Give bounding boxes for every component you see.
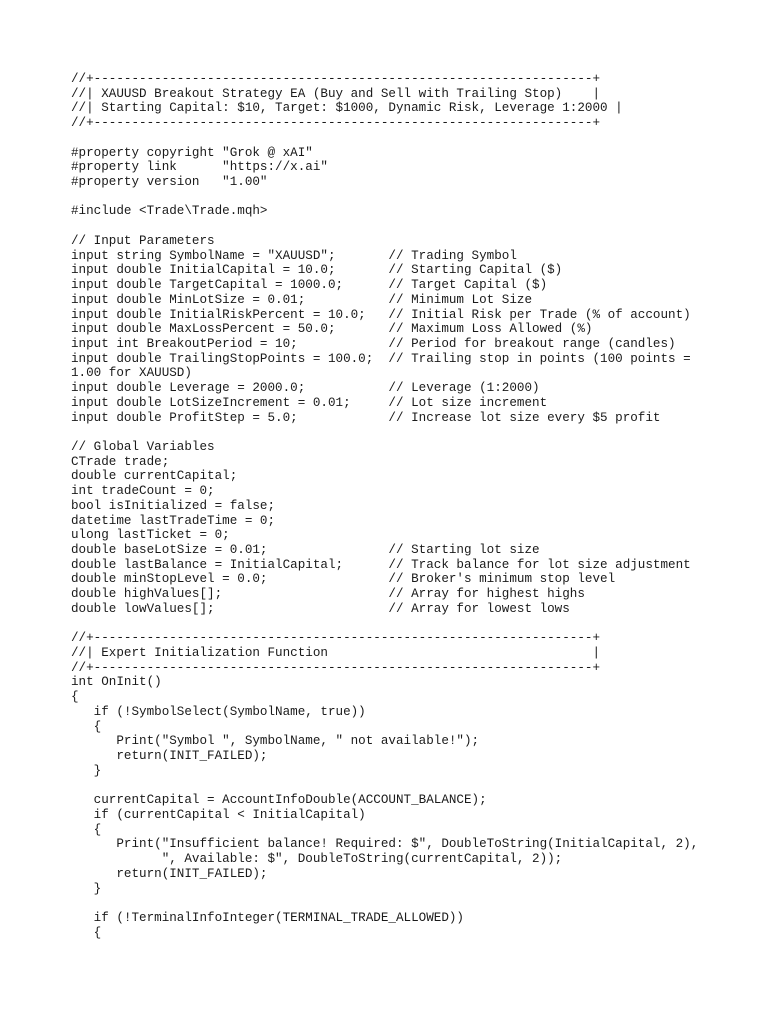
code-line: // Input Parameters — [71, 233, 215, 248]
code-line — [71, 617, 761, 632]
code-line: double lowValues[]; // Array for lowest lows — [71, 601, 570, 616]
code-line: input double MinLotSize = 0.01; // Minimum Lot Size — [71, 292, 533, 307]
code-line: ", Available: $", DoubleToString(currentCapital, 2)); — [71, 852, 563, 867]
code-line: if (currentCapital < InitialCapital) — [71, 807, 366, 822]
code-line: input string SymbolName = "XAUUSD"; // Trading Symbol — [71, 248, 517, 263]
code-line: { — [71, 719, 102, 734]
code-line: } — [71, 763, 102, 778]
code-line — [71, 779, 761, 794]
code-line: #property copyright "Grok @ xAI" — [71, 145, 313, 160]
code-line: if (!TerminalInfoInteger(TERMINAL_TRADE_ALLOWED)) — [71, 910, 464, 925]
code-line: input double TargetCapital = 1000.0; // Target Capital ($) — [71, 278, 548, 293]
code-line: { — [71, 822, 102, 837]
code-line: bool isInitialized = false; — [71, 498, 276, 513]
code-line: input int BreakoutPeriod = 10; // Period for breakout range (candles) — [71, 336, 676, 351]
code-line: #property link "https://x.ai" — [71, 160, 328, 175]
code-line — [71, 219, 761, 234]
code-line: //+------------------------------------------------------------------+ — [71, 631, 601, 646]
code-line: datetime lastTradeTime = 0; — [71, 513, 276, 528]
code-line: currentCapital = AccountInfoDouble(ACCOUNT_BALANCE); — [71, 793, 487, 808]
code-line: int tradeCount = 0; — [71, 484, 215, 499]
code-line: //| Starting Capital: $10, Target: $1000, Dynamic Risk, Leverage 1:2000 | — [71, 101, 623, 116]
code-line: Print("Symbol ", SymbolName, " not available!"); — [71, 734, 480, 749]
code-line: input double InitialCapital = 10.0; // Starting Capital ($) — [71, 263, 563, 278]
code-line: input double ProfitStep = 5.0; // Increase lot size every $5 profit — [71, 410, 661, 425]
code-line: return(INIT_FAILED); — [71, 749, 268, 764]
code-line: CTrade trade; — [71, 454, 170, 469]
code-line: //| Expert Initialization Function | — [71, 646, 601, 661]
code-line: double lastBalance = InitialCapital; // Track balance for lot size adjustment — [71, 557, 691, 572]
code-line: //+------------------------------------------------------------------+ — [71, 116, 601, 131]
code-line: } — [71, 881, 102, 896]
code-line: ulong lastTicket = 0; — [71, 528, 230, 543]
code-line: input double LotSizeIncrement = 0.01; // Lot size increment — [71, 395, 548, 410]
code-line — [71, 131, 761, 146]
code-line: 1.00 for XAUUSD) — [71, 366, 192, 381]
code-line: // Global Variables — [71, 439, 215, 454]
code-listing — [71, 72, 761, 940]
code-line: if (!SymbolSelect(SymbolName, true)) — [71, 704, 366, 719]
code-line: input double TrailingStopPoints = 100.0; // Trailing stop in points (100 points = — [71, 351, 691, 366]
code-line: double currentCapital; — [71, 469, 238, 484]
code-line: //+------------------------------------------------------------------+ — [71, 660, 601, 675]
code-line — [71, 896, 761, 911]
code-line: input double MaxLossPercent = 50.0; // Maximum Loss Allowed (%) — [71, 322, 593, 337]
code-line: double minStopLevel = 0.0; // Broker's minimum stop level — [71, 572, 616, 587]
code-line: double baseLotSize = 0.01; // Starting lot size — [71, 543, 540, 557]
code-line: #property version "1.00" — [71, 175, 268, 190]
code-line: double highValues[]; // Array for highest highs — [71, 587, 585, 602]
code-line: { — [71, 925, 102, 940]
code-line — [71, 425, 761, 440]
code-line: #include <Trade\Trade.mqh> — [71, 204, 268, 219]
code-line: //| XAUUSD Breakout Strategy EA (Buy and Sell with Trailing Stop) | — [71, 86, 601, 101]
code-line: input double InitialRiskPercent = 10.0; // Initial Risk per Trade (% of account) — [71, 307, 691, 322]
code-line: input double Leverage = 2000.0; // Leverage (1:2000) — [71, 381, 540, 396]
code-line: { — [71, 690, 79, 705]
code-line — [71, 190, 761, 205]
code-line: return(INIT_FAILED); — [71, 866, 268, 881]
code-line: int OnInit() — [71, 675, 162, 690]
code-line: //+------------------------------------------------------------------+ — [71, 72, 601, 86]
code-line: Print("Insufficient balance! Required: $", DoubleToString(InitialCapital, 2), — [71, 837, 699, 852]
